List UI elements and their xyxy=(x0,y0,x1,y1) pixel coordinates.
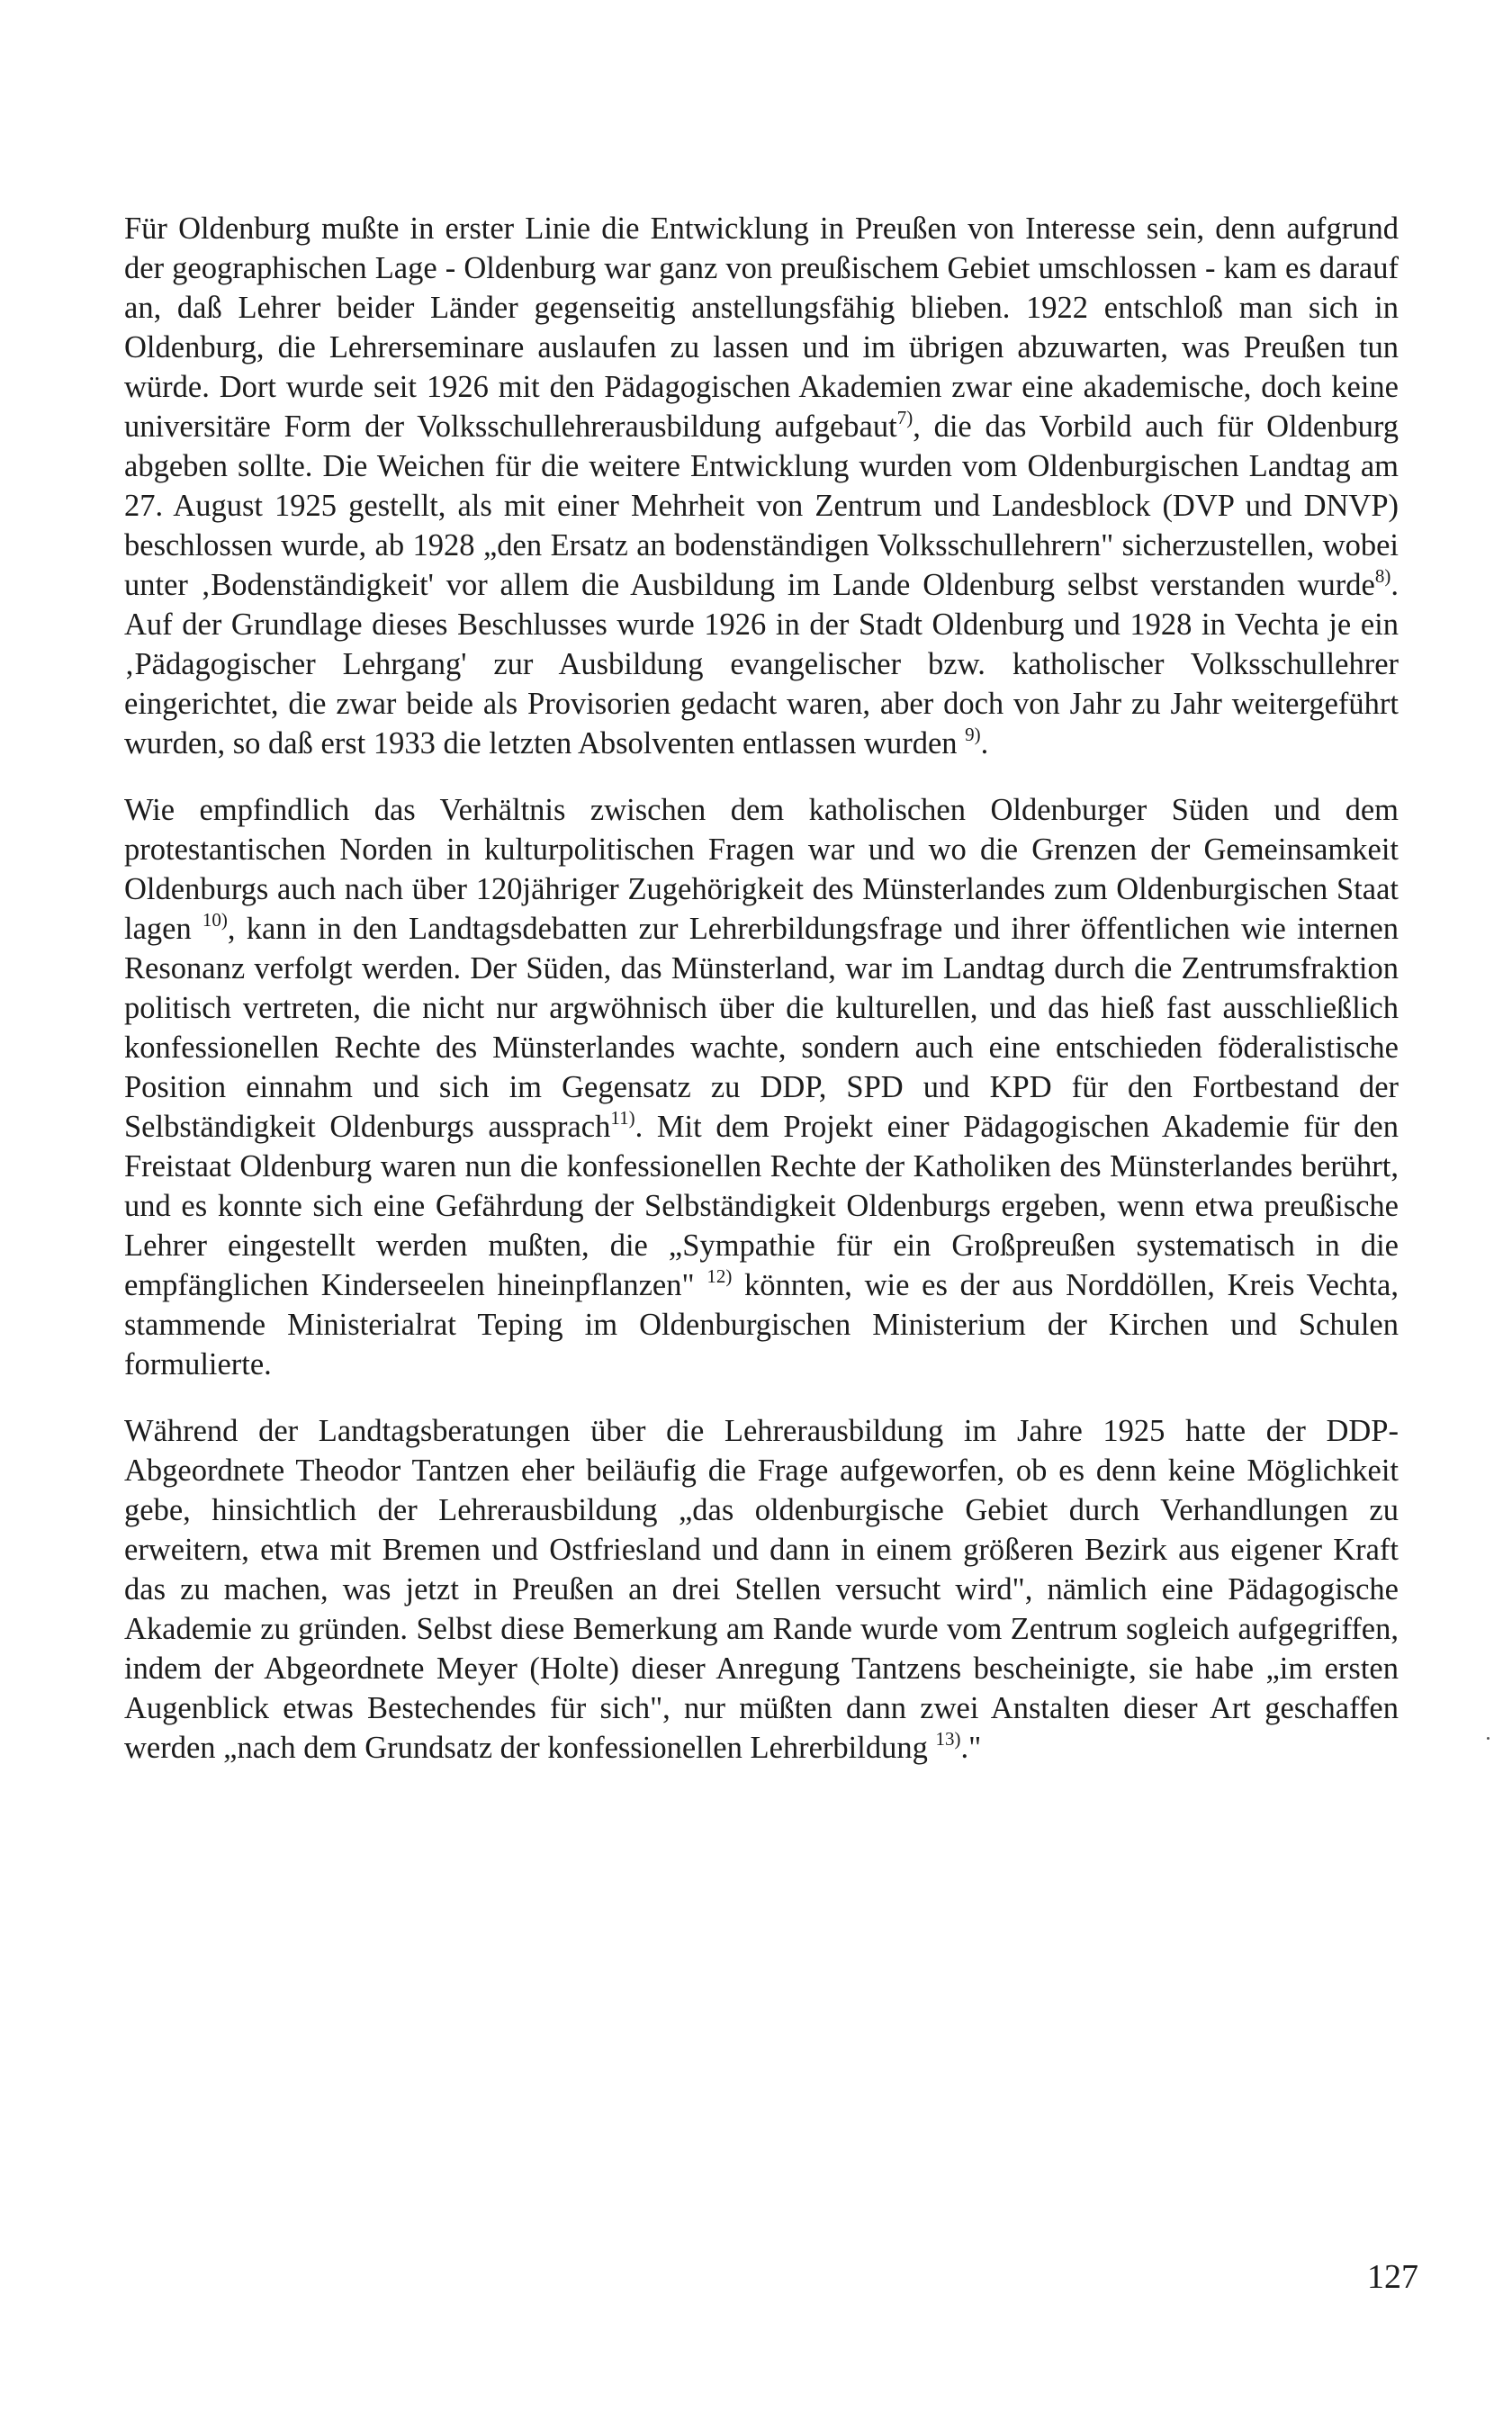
text-run: könnten, wie es der aus Norddöllen, Kreis Vechta, stammende Ministerialrat Teping im Oldenburgischen Ministerium der Kirchen und Schulen formulierte. xyxy=(124,1268,1399,1382)
paragraph xyxy=(124,1411,1399,1768)
footnote-ref: 13) xyxy=(935,1727,961,1750)
page-body xyxy=(124,209,1399,1795)
text-run: . Mit dem Projekt einer Pädagogischen Akademie für den Freistaat Oldenburg waren nun die konfessionellen Rechte der Katholiken des Münsterlandes berührt, und es konnte sich eine Gefährdung der Selbständigkeit Oldenburgs ergeben, wenn etwa preußische Lehrer eingestellt werden mußten, die „Sympathie für ein Großpreußen systematisch in die empfänglichen Kinderseelen hineinpflanzen" xyxy=(124,1110,1399,1302)
text-run: Während der Landtagsberatungen über die Lehrerausbildung im Jahre 1925 hatte der DDP-Abgeordnete Theodor Tantzen eher beiläufig die Frage aufgeworfen, ob es denn keine Möglichkeit gebe, hinsichtlich der Lehrerausbildung „das oldenburgische Gebiet durch Verhandlungen zu erweitern, etwa mit Bremen und Ostfriesland und dann in einem größeren Bezirk aus eigener Kraft das zu machen, was jetzt in Preußen an drei Stellen versucht wird", nämlich eine Pädagogische Akademie zu gründen. Selbst diese Bemerkung am Rande wurde vom Zentrum sogleich aufgegriffen, indem der Abgeordnete Meyer (Holte) dieser Anregung Tantzens bescheinigte, sie habe „im ersten Augenblick etwas Bestechendes für sich", nur müßten dann zwei Anstalten dieser Art geschaffen werden „nach dem Grundsatz der konfessionellen Lehrerbildung xyxy=(124,1414,1399,1765)
footnote-ref: 8) xyxy=(1374,564,1391,587)
paragraph xyxy=(124,790,1399,1384)
paragraph xyxy=(124,209,1399,763)
scan-speck xyxy=(1487,1737,1490,1740)
footnote-ref: 12) xyxy=(706,1264,733,1287)
text-run: Wie empfindlich das Verhältnis zwischen dem katholischen Oldenburger Süden und dem protestantischen Norden in kulturpolitischen Fragen war und wo die Grenzen der Gemeinsamkeit Oldenburgs auch nach über 120jähriger Zugehörigkeit des Münsterlandes zum Oldenburgischen Staat lagen xyxy=(124,793,1399,946)
text-run: . Auf der Grundlage dieses Beschlusses wurde 1926 in der Stadt Oldenburg und 1928 in Vechta je ein ‚Pädagogischer Lehrgang' zur Ausbildung evangelischer bzw. katholischer Volksschullehrer eingerichtet, die zwar beide als Provisorien gedacht waren, aber doch von Jahr zu Jahr weitergeführt wurden, so daß erst 1933 die letzten Absolventen entlassen wurden xyxy=(124,568,1399,760)
footnote-ref: 10) xyxy=(202,908,228,931)
page-number: 127 xyxy=(1367,2258,1418,2296)
text-run: , kann in den Landtagsdebatten zur Lehrerbildungsfrage und ihrer öffentlichen wie internen Resonanz verfolgt werden. Der Süden, das Münsterland, war im Landtag durch die Zentrumsfraktion politisch vertreten, die nicht nur argwöhnisch über die kulturellen, und das hieß fast ausschließlich konfessionellen Rechte des Münsterlandes wachte, sondern auch eine entschieden föderalistische Position einnahm und sich im Gegensatz zu DDP, SPD und KPD für den Fortbestand der Selbständigkeit Oldenburgs aussprach xyxy=(124,912,1400,1144)
text-run: ." xyxy=(960,1731,982,1765)
footnote-ref: 11) xyxy=(610,1106,635,1129)
text-run: . xyxy=(980,726,989,760)
footnote-ref: 7) xyxy=(896,406,914,428)
text-run: Für Oldenburg mußte in erster Linie die Entwicklung in Preußen von Interesse sein, denn aufgrund der geographischen Lage - Oldenburg war ganz von preußischem Gebiet umschlossen - kam es darauf an, daß Lehrer beider Länder gegenseitig anstellungsfähig blieben. 1922 entschloß man sich in Oldenburg, die Lehrerseminare auslaufen zu lassen und im übrigen abzuwarten, was Preußen tun würde. Dort wurde seit 1926 mit den Pädagogischen Akademien zwar eine akademische, doch keine universitäre Form der Volksschullehrerausbildung aufgebaut xyxy=(124,212,1399,444)
text-run: , die das Vorbild auch für Oldenburg abgeben sollte. Die Weichen für die weitere Entwicklung wurden vom Oldenburgischen Landtag am 27. August 1925 gestellt, als mit einer Mehrheit von Zentrum und Landesblock (DVP und DNVP) beschlossen wurde, ab 1928 „den Ersatz an bodenständigen Volksschullehrern" sicherzustellen, wobei unter ‚Bodenständigkeit' vor allem die Ausbildung im Lande Oldenburg selbst verstanden wurde xyxy=(124,410,1399,602)
footnote-ref: 9) xyxy=(965,723,981,745)
